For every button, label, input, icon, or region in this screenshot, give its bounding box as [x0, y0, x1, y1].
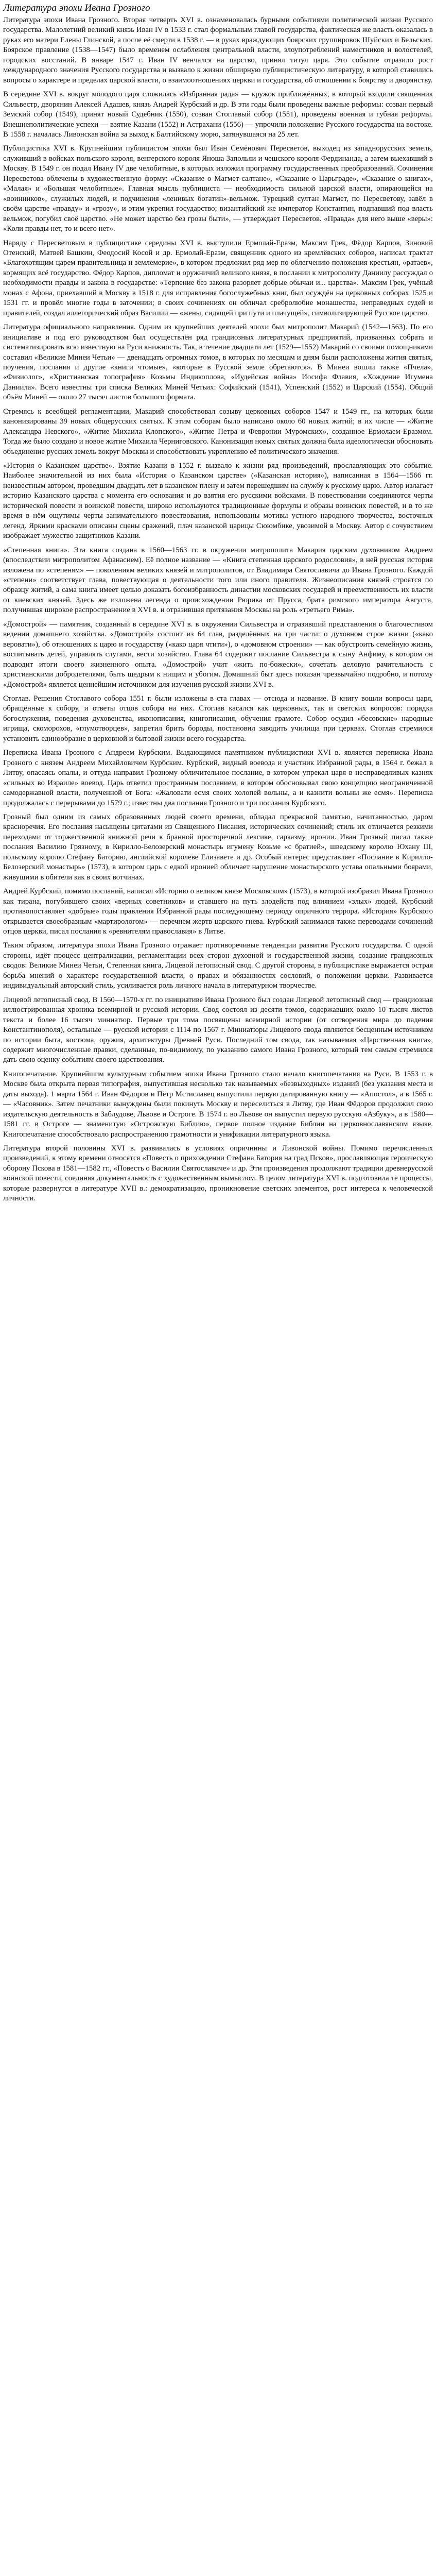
- article-body: [3, 15, 433, 1204]
- paragraph: В середине XVI в. вокруг молодого царя сложилась «Избранная рада» — кружок приближённых, в который входили священник Сильвестр, дворянин Алексей Адашев, князь Андрей Курбский и др. В эти годы были проведены важные реформы: созван первый Земский собор (1549), принят новый Судебник (1550), созван Стоглавый собор (1551), проведены военная и губная реформы. Внешнеполитические успехи — взятие Казани (1552) и Астрахани (1556) — упрочили положение Русского государства на востоке. В 1558 г. началась Ливонская война за выход к Балтийскому морю, затянувшаяся на 25 лет.: [3, 90, 433, 139]
- paragraph: Таким образом, литература эпохи Ивана Грозного отражает противоречивые тенденции развития Русского государства. С одной стороны, идёт процесс централизации, регламентации всех сторон духовной и государственной жизни, создание грандиозных сводов: Великие Минеи Четьи, Степенная книга, Лицевой летописный свод. С другой стороны, в публицистике выражается острая борьба мнений о характере государственной власти, о правах и обязанностях сословий, о положении церкви. Развивается индивидуальный авторский стиль, усиливается роль личного начала в литературном творчестве.: [3, 941, 433, 990]
- paragraph: Стремясь к всеобщей регламентации, Макарий способствовал созыву церковных соборов 1547 и 1549 гг., на которых были канонизированы 39 новых общерусских святых. К этим соборам было написано около 60 новых житий; в их числе — «Житие Александра Невского», «Житие Михаила Клопского», «Житие Петра и Февронии Муромских», созданное Ермолаем-Еразмом. Тогда же было создано и новое житие Михаила Черниговского. Канонизация новых святых должна была идеологически обосновать объединение русских земель вокруг Москвы и способствовать укреплению её политического значения.: [3, 407, 433, 456]
- paragraph: Наряду с Пересветовым в публицистике середины XVI в. выступили Ермолай-Еразм, Максим Грек, Фёдор Карпов, Зиновий Отенский, Матвей Башкин, Феодосий Косой и др. Ермолай-Еразм, священник одного из кремлёвских соборов, написал трактат «Благохотящим царем правительница и землемерие», в котором предложил ряд мер по облегчению положения крестьян, «ратаев», кормящих всё государство. Фёдор Карпов, дипломат и оружничий великого князя, в послании к митрополиту Даниилу рассуждал о необходимости правды и закона в государстве: «Терпение без закона разоряет добрые обычаи и... царства». Максим Грек, учёный монах с Афона, приехавший в Москву в 1518 г. для исправления богослужебных книг, был осуждён на церковных соборах 1525 и 1531 гг. и провёл многие годы в заточении; в своих сочинениях он обличал сребролюбие монашества, неправедных судей и правителей, создал аллегорический образ Василии — «жены, сидящей при пути и плачущей», символизирующей Русское царство.: [3, 239, 433, 317]
- paragraph: Литература официального направления. Одним из крупнейших деятелей эпохи был митрополит Макарий (1542—1563). По его инициативе и под его руководством был осуществлён ряд грандиозных литературных предприятий, призванных собрать и систематизировать всю известную на Руси книжность. Так, в течение двадцати лет (1529—1552) Макарий со своими помощниками составил «Великие Минеи Четьи» — двенадцать огромных томов, в которых по месяцам и дням были расположены жития святых, поучения, послания и другие «книги чтомые», «которые в Русской земле обретаются». В Минеи вошли также «Пчела», «Физиолог», «Христианская топография» Козьмы Индикоплова, «Иудейская война» Иосифа Флавия, «Хождение Игумена Даниила». Всего известны три списка Великих Миней Четьих: Софийский (1541), Успенский (1552) и Царский (1554). Общий объём Миней — около 27 тысяч листов большого формата.: [3, 323, 433, 402]
- article: [0, 0, 436, 1212]
- paragraph: Андрей Курбский, помимо посланий, написал «Историю о великом князе Московском» (1573), в которой изобразил Ивана Грозного как тирана, погубившего своих «верных советников» и ставшего на путь злодейств под влиянием «злых» людей. Курбский противопоставляет «добрые» годы правления Избранной рады последующему периоду опричного террора. «История» Курбского открывается своеобразным «мартирологом» — перечнем жертв царского гнева. Курбский занимался также переводами сочинений отцов церкви, писал послания к «ревнителям православия» в Литве.: [3, 887, 433, 936]
- article-title: Литература эпохи Ивана Грозного: [3, 3, 150, 13]
- paragraph: Лицевой летописный свод. В 1560—1570-х гг. по инициативе Ивана Грозного был создан Лицевой летописный свод — грандиозная иллюстрированная хроника всемирной и русской истории. Свод состоял из десяти томов, содержавших около 10 тысяч листов текста и более 16 тысяч миниатюр. Первые три тома посвящены всемирной истории (от сотворения мира до падения Константинополя), остальные — русской истории с 1114 по 1567 г. Миниатюры Лицевого свода являются бесценным источником по истории быта, костюма, оружия, архитектуры Древней Руси. Последний том свода, так называемая «Царственная книга», содержит многочисленные правки, сделанные, по-видимому, по указанию самого Ивана Грозного, который тем самым стремился дать свою оценку событиям своего царствования.: [3, 995, 433, 1064]
- paragraph: Публицистика XVI в. Крупнейшим публицистом эпохи был Иван Семёнович Пересветов, выходец из западнорусских земель, служивший в войсках польского короля, венгерского короля Яноша Запольяи и чешского короля Фердинанда, а затем выехавший в Москву. В 1549 г. он подал Ивану IV две челобитные, в которых изложил программу государственных преобразований. Сочинения Пересветова облечены в художественную форму: «Сказание о Магмет-салтане», «Сказание о Царьграде», «Сказание о книгах», «Малая» и «Большая челобитные». Главная мысль публициста — необходимость сильной царской власти, опирающейся на «воинников», служилых людей, и подчинения «ленивых богатин»-вельмож. Турецкий султан Магмет, по Пересветову, завёл в своём царстве «правду» и «грозу», и этим укрепил государство; византийский же император Константин, подпавший под власть вельмож, погубил своё царство. «Не может царство без грозы быти», — утверждает Пересветов. «Правда» для него выше «веры»: «Коли правды нет, то и всего нет».: [3, 144, 433, 233]
- paragraph: «Степенная книга». Эта книга создана в 1560—1563 гг. в окружении митрополита Макария царским духовником Андреем (впоследствии митрополитом Афанасием). Её полное название — «Книга степенная царского родословия», в ней русская история изложена по «степеням» — поколениям великих князей и митрополитов, от Владимира Святославича до Ивана Грозного. Каждой «степени» соответствует глава, повествующая о деятельности того или иного правителя. Жизнеописания князей строятся по образцу житий, а сама книга имеет целью доказать богоизбранность династии московских государей и преемственность их власти от киевских князей. Здесь же изложена легенда о происхождении Рюрика от Прусса, брата римского императора Августа, получившая широкое распространение в XVI в. и отразившая притязания Москвы на роль «третьего Рима».: [3, 546, 433, 615]
- paragraph: Грозный был одним из самых образованных людей своего времени, обладал прекрасной памятью, начитанностью, даром красноречия. Его послания насыщены цитатами из Священного Писания, исторических сочинений; стиль их отличается резкими переходами от торжественной книжной речи к бранной просторечной лексике, сарказму, иронии. Иван Грозный писал также послания Василию Грязному, в Кирилло-Белозерский монастырь игумену Козьме «с братией», шведскому королю Юхану III, польскому королю Стефану Баторию, английской королеве Елизавете и др. Особый интерес представляет «Послание в Кирилло-Белозерский монастырь» (1573), в котором царь с едкой иронией обличает нарушение монастырского устава опальными боярами, живущими в обители как в своих вотчинах.: [3, 812, 433, 882]
- paragraph: Стоглав. Решения Стоглавого собора 1551 г. были изложены в ста главах — отсюда и название. В книгу вошли вопросы царя, обращённые к собору, и ответы отцов собора на них. Стоглав касался как церковных, так и светских вопросов: порядка богослужения, поведения духовенства, иконописания, книгописания, обучения грамоте. Собор осудил «бесовские» народные игрища, скоморохов, «глумотворцев», запретил брить бороды, постановил заводить училища при церквах. Стоглав стремился установить единообразие в церковной и бытовой жизни всего государства.: [3, 694, 433, 743]
- paragraph: Литература второй половины XVI в. развивалась в условиях опричнины и Ливонской войны. Помимо перечисленных произведений, к этому времени относятся «Повесть о прихождении Стефана Батория на град Псков», прославляющая героическую оборону Пскова в 1581—1582 гг., «Повесть о Василии Святославиче» и др. Эти произведения продолжают традиции древнерусской воинской повести, соединяя документальность с художественным вымыслом. В целом литература XVI в. подготовила те процессы, которые развернутся в литературе XVII в.: демократизацию, проникновение светских элементов, рост интереса к человеческой личности.: [3, 1144, 433, 1203]
- paragraph: Литература эпохи Ивана Грозного. Вторая четверть XVI в. ознаменовалась бурными событиями политической жизни Русского государства. Малолетний великий князь Иван IV в 1533 г. стал формальным главой государства, фактическая же власть оказалась в руках его матери Елены Глинской, а после её смерти в 1538 г. — в руках враждующих боярских группировок Шуйских и Бельских. Боярское правление (1538—1547) было временем ослабления центральной власти, злоупотреблений наместников и волостелей, городских восстаний. В январе 1547 г. Иван IV венчался на царство, принял титул царя. Это событие отразило рост международного значения Русского государства и вызвало к жизни обширную публицистическую литературу, в которой ставились вопросы о характере и пределах царской власти, о взаимоотношениях церкви и государства, об отношении к боярству и дворянству.: [3, 16, 433, 84]
- paragraph: «Домострой» — памятник, созданный в середине XVI в. в окружении Сильвестра и отразивший представления о благочестивом ведении домашнего хозяйства. «Домострой» состоит из 64 глав, разделённых на три части: о духовном строе жизни («како веровати»), об отношениях к царю и государству («како царя чтити»), о «домовном строении» — как обустроить семейную жизнь, воспитывать детей, управлять слугами, вести хозяйство. Глава 64 содержит послание Сильвестра к сыну Анфиму, в котором он подводит итоги своего жизненного опыта. «Домострой» учит «жить по-божески», сочетать деловую рачительность с христианскими добродетелями, быть щедрым к нищим и убогим. Домашний быт здесь показан чрезвычайно подробно, и потому «Домострой» является ценнейшим источником для изучения русской жизни XVI в.: [3, 620, 433, 689]
- paragraph: Книгопечатание. Крупнейшим культурным событием эпохи Ивана Грозного стало начало книгопечатания на Руси. В 1553 г. в Москве была открыта первая типография, выпустившая несколько так называемых «безвыходных» изданий (без указания места и даты выхода). 1 марта 1564 г. Иван Фёдоров и Пётр Мстиславец выпустили первую датированную книгу — «Апостол», а в 1565 г. — «Часовник». Затем печатники вынуждены были покинуть Москву и переселиться в Литву, где Иван Фёдоров продолжил свою издательскую деятельность в Заблудове, Львове и Остроге. В 1574 г. во Львове он выпустил первую русскую «Азбуку», а в 1580—1581 гг. в Остроге — знаменитую «Острожскую Библию», первое полное издание Библии на церковнославянском языке. Книгопечатание способствовало распространению грамотности и унификации литературного языка.: [3, 1070, 433, 1139]
- paragraph: «История о Казанском царстве». Взятие Казани в 1552 г. вызвало к жизни ряд произведений, прославляющих это событие. Наиболее значительной из них была «История о Казанском царстве» («Казанская история»), написанная в 1564—1566 гг. неизвестным автором, проведшим двадцать лет в казанском плену и затем перешедшим на службу к русскому царю. Автор излагает историю Казанского царства с момента его основания и до взятия его русскими войсками. В повествовании соединяются черты исторической повести и воинской повести, широко используются традиционные формулы и образы воинских повестей, и в то же время в нём ощутимы черты занимательного повествования, использованы мотивы устного народного творчества, восточных легенд. Яркими красками описаны сцены сражений, плач казанской царицы Сююмбике, увозимой в Москву. Автор с сочувствием изображает мужество защитников Казани.: [3, 462, 433, 540]
- paragraph: Переписка Ивана Грозного с Андреем Курбским. Выдающимся памятником публицистики XVI в. является переписка Ивана Грозного с князем Андреем Михайловичем Курбским. Курбский, видный воевода и участник Избранной рады, в 1564 г. бежал в Литву, опасаясь опалы, и оттуда направил Грозному обличительное послание, в котором упрекал царя в несправедливых казнях «сильных во Израиле» воевод. Царь ответил пространным посланием, в котором обосновывал свою концепцию неограниченной самодержавной власти, полученной от Бога: «Жаловати есмя своих холопей вольны, а и казнити вольны же есмя». Переписка продолжалась с перерывами до 1579 г.; известны два послания Грозного и три послания Курбского.: [3, 749, 433, 807]
